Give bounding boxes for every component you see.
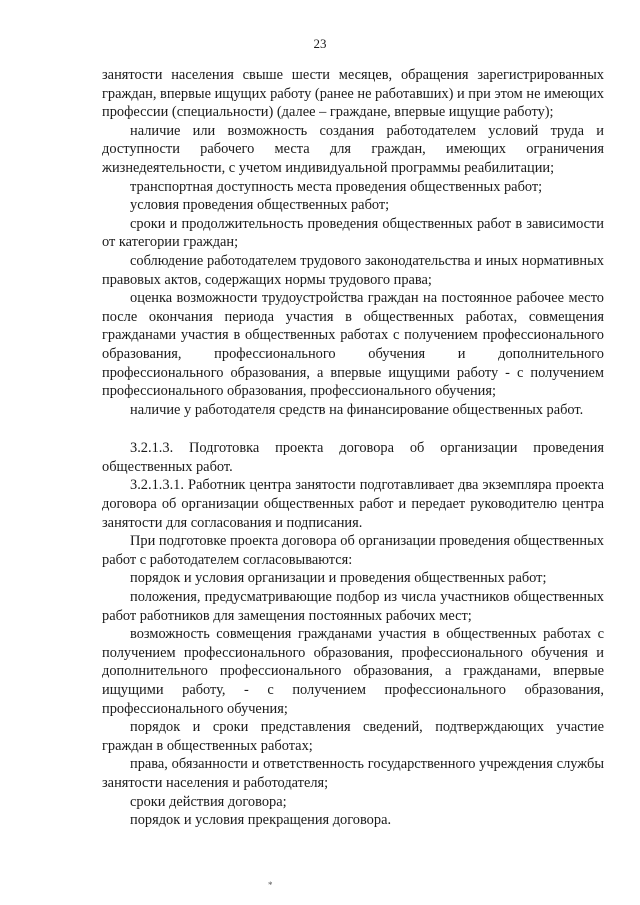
paragraph-agreement-intro: При подготовке проекта договора об организации проведения общественных работ с работодателем согласовываются: (102, 533, 604, 568)
paragraph-term: сроки действия договора; (130, 793, 287, 810)
paragraph-3-2-1-3-1: 3.2.1.3.1. Работник центра занятости подготавливает два экземпляра проекта договора об организации общественных работ и передает руководителю центра занятости для согласования и подписания. (102, 477, 604, 531)
paragraph-termination: порядок и условия прекращения договора. (130, 812, 392, 829)
paragraph-employment-assessment: оценка возможности трудоустройства граждан на постоянное рабочее место после окончания периода участия в общественных работах, совмещения гражданами участия в общественных работах с получением профессионального образования, профессионального обучения и дополнительного профессионального образования, а впервые ищущими работу - с получением профессионального образования, профессионального обучения; (102, 290, 604, 400)
paragraph-labor-law: соблюдение работодателем трудового законодательства и иных нормативных правовых актов, содержащих нормы трудового права; (102, 252, 604, 288)
paragraph-conditions: наличие или возможность создания работодателем условий труда и доступности рабочего места для граждан, имеющих ограничения жизнедеятельности, с учетом индивидуальной программы реабилитации; (102, 122, 604, 176)
paragraph-work-conditions: условия проведения общественных работ; (130, 197, 390, 214)
paragraph-rights: права, обязанности и ответственность государственного учреждения службы занятости населения и работодателя; (102, 756, 604, 791)
paragraph-funding: наличие у работодателя средств на финансирование общественных работ. (130, 401, 584, 418)
body-text (102, 66, 604, 830)
paragraph-reporting: порядок и сроки представления сведений, подтверждающих участие граждан в общественных работах; (102, 719, 604, 754)
section-heading-3-2-1-3: 3.2.1.3. Подготовка проекта договора об организации проведения общественных работ. (102, 440, 604, 475)
paragraph-selection: положения, предусматривающие подбор из числа участников общественных работ работников для замещения постоянных рабочих мест; (102, 589, 604, 624)
paragraph-procedure: порядок и условия организации и проведения общественных работ; (130, 570, 547, 587)
paragraph-combination: возможность совмещения гражданами участия в общественных работах с получением профессионального образования, профессионального обучения и дополнительного профессионального образования, а гражданами, впервые ищущими работу, - с получением профессионального образования, профессионального обучения; (102, 626, 604, 717)
paragraph-duration: сроки и продолжительность проведения общественных работ в зависимости от категории граждан; (102, 215, 604, 251)
scan-mark: * (268, 880, 273, 890)
paragraph-continuation: занятости населения свыше шести месяцев, обращения зарегистрированных граждан, впервые ищущих работу (ранее не работавших) и при этом не имеющих профессии (специальности) (далее – граждане, впервые ищущие работу); (102, 67, 604, 121)
paragraph-transport: транспортная доступность места проведения общественных работ; (130, 178, 543, 195)
page-number: 23 (313, 36, 327, 51)
